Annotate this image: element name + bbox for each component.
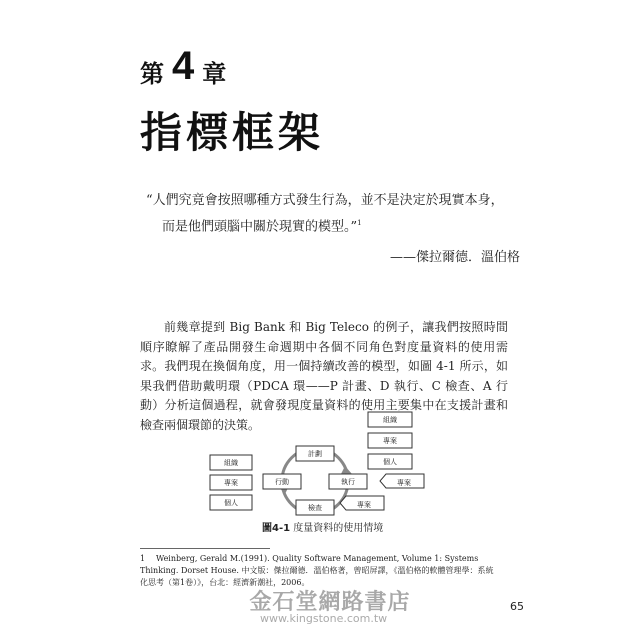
- do-label: 執行: [341, 478, 355, 486]
- chapter-prefix: 第: [140, 60, 164, 88]
- quote-line-2: 而是他們頭腦中關於現實的模型。”$^1$: [162, 219, 362, 235]
- chapter-title: 指標框架: [140, 108, 325, 157]
- do-project-label: 專案: [397, 479, 411, 487]
- right-person-label: 個人: [383, 458, 397, 466]
- epigraph-quote: [146, 190, 506, 238]
- right-org-label: 組織: [383, 416, 397, 424]
- footnote-text: Weinberg, Gerald M.(1991). Quality Software Management, Volume 1: Systems Thinking. Dorset House. 中文版：傑拉爾德．溫伯格著，曾昭屏譯，《溫伯格的軟體管理學：系統化思考（第1卷）》，台北：經濟新潮社，2006。: [140, 554, 494, 587]
- page-number: 65: [510, 600, 524, 613]
- left-person-label: 個人: [224, 499, 238, 507]
- body-paragraph: 前幾章提到 Big Bank 和 Big Teleco 的例子，讓我們按照時間順序瞭解了產品開發生命週期中各個不同角色對度量資料的使用需求。我們現在換個角度，用一個持續改善的模型，如圖 4-1 所示，如果我們借助戴明環（PDCA 環——P 計畫、D 執行、C 檢查、A 行動）分析這個過程，就會發現度量資料的使用主要集中在支援計畫和檢查兩個環節的決策。: [140, 320, 508, 432]
- figure-label: 圖4-1: [262, 523, 291, 534]
- quote-author: ——傑拉爾德．溫伯格: [390, 250, 521, 265]
- chapter-suffix: 章: [202, 60, 227, 88]
- watermark-text: 金石堂網路書店: [249, 589, 411, 615]
- footnote: [140, 553, 500, 589]
- pdca-diagram: [200, 408, 440, 528]
- chapter-heading: [140, 44, 226, 88]
- right-project-label: 專案: [383, 437, 397, 445]
- check-label: 檢查: [308, 504, 322, 512]
- footnote-divider: [140, 548, 270, 549]
- act-label: 行動: [275, 478, 289, 486]
- chapter-number: 4: [172, 44, 195, 88]
- left-project-label: 專案: [224, 479, 238, 487]
- quote-line-1: “人們究竟會按照哪種方式發生行為，並不是決定於現實本身，: [146, 193, 504, 208]
- plan-label: 計劃: [308, 450, 322, 458]
- figure-caption-text: 度量資料的使用情境: [293, 523, 384, 534]
- watermark-url: www.kingstone.com.tw: [260, 612, 388, 625]
- footnote-mark: 1: [357, 219, 362, 227]
- footnote-number: 1: [140, 554, 146, 563]
- figure-caption: [262, 519, 383, 534]
- left-org-label: 組織: [224, 459, 238, 467]
- check-project-label: 專案: [357, 501, 371, 509]
